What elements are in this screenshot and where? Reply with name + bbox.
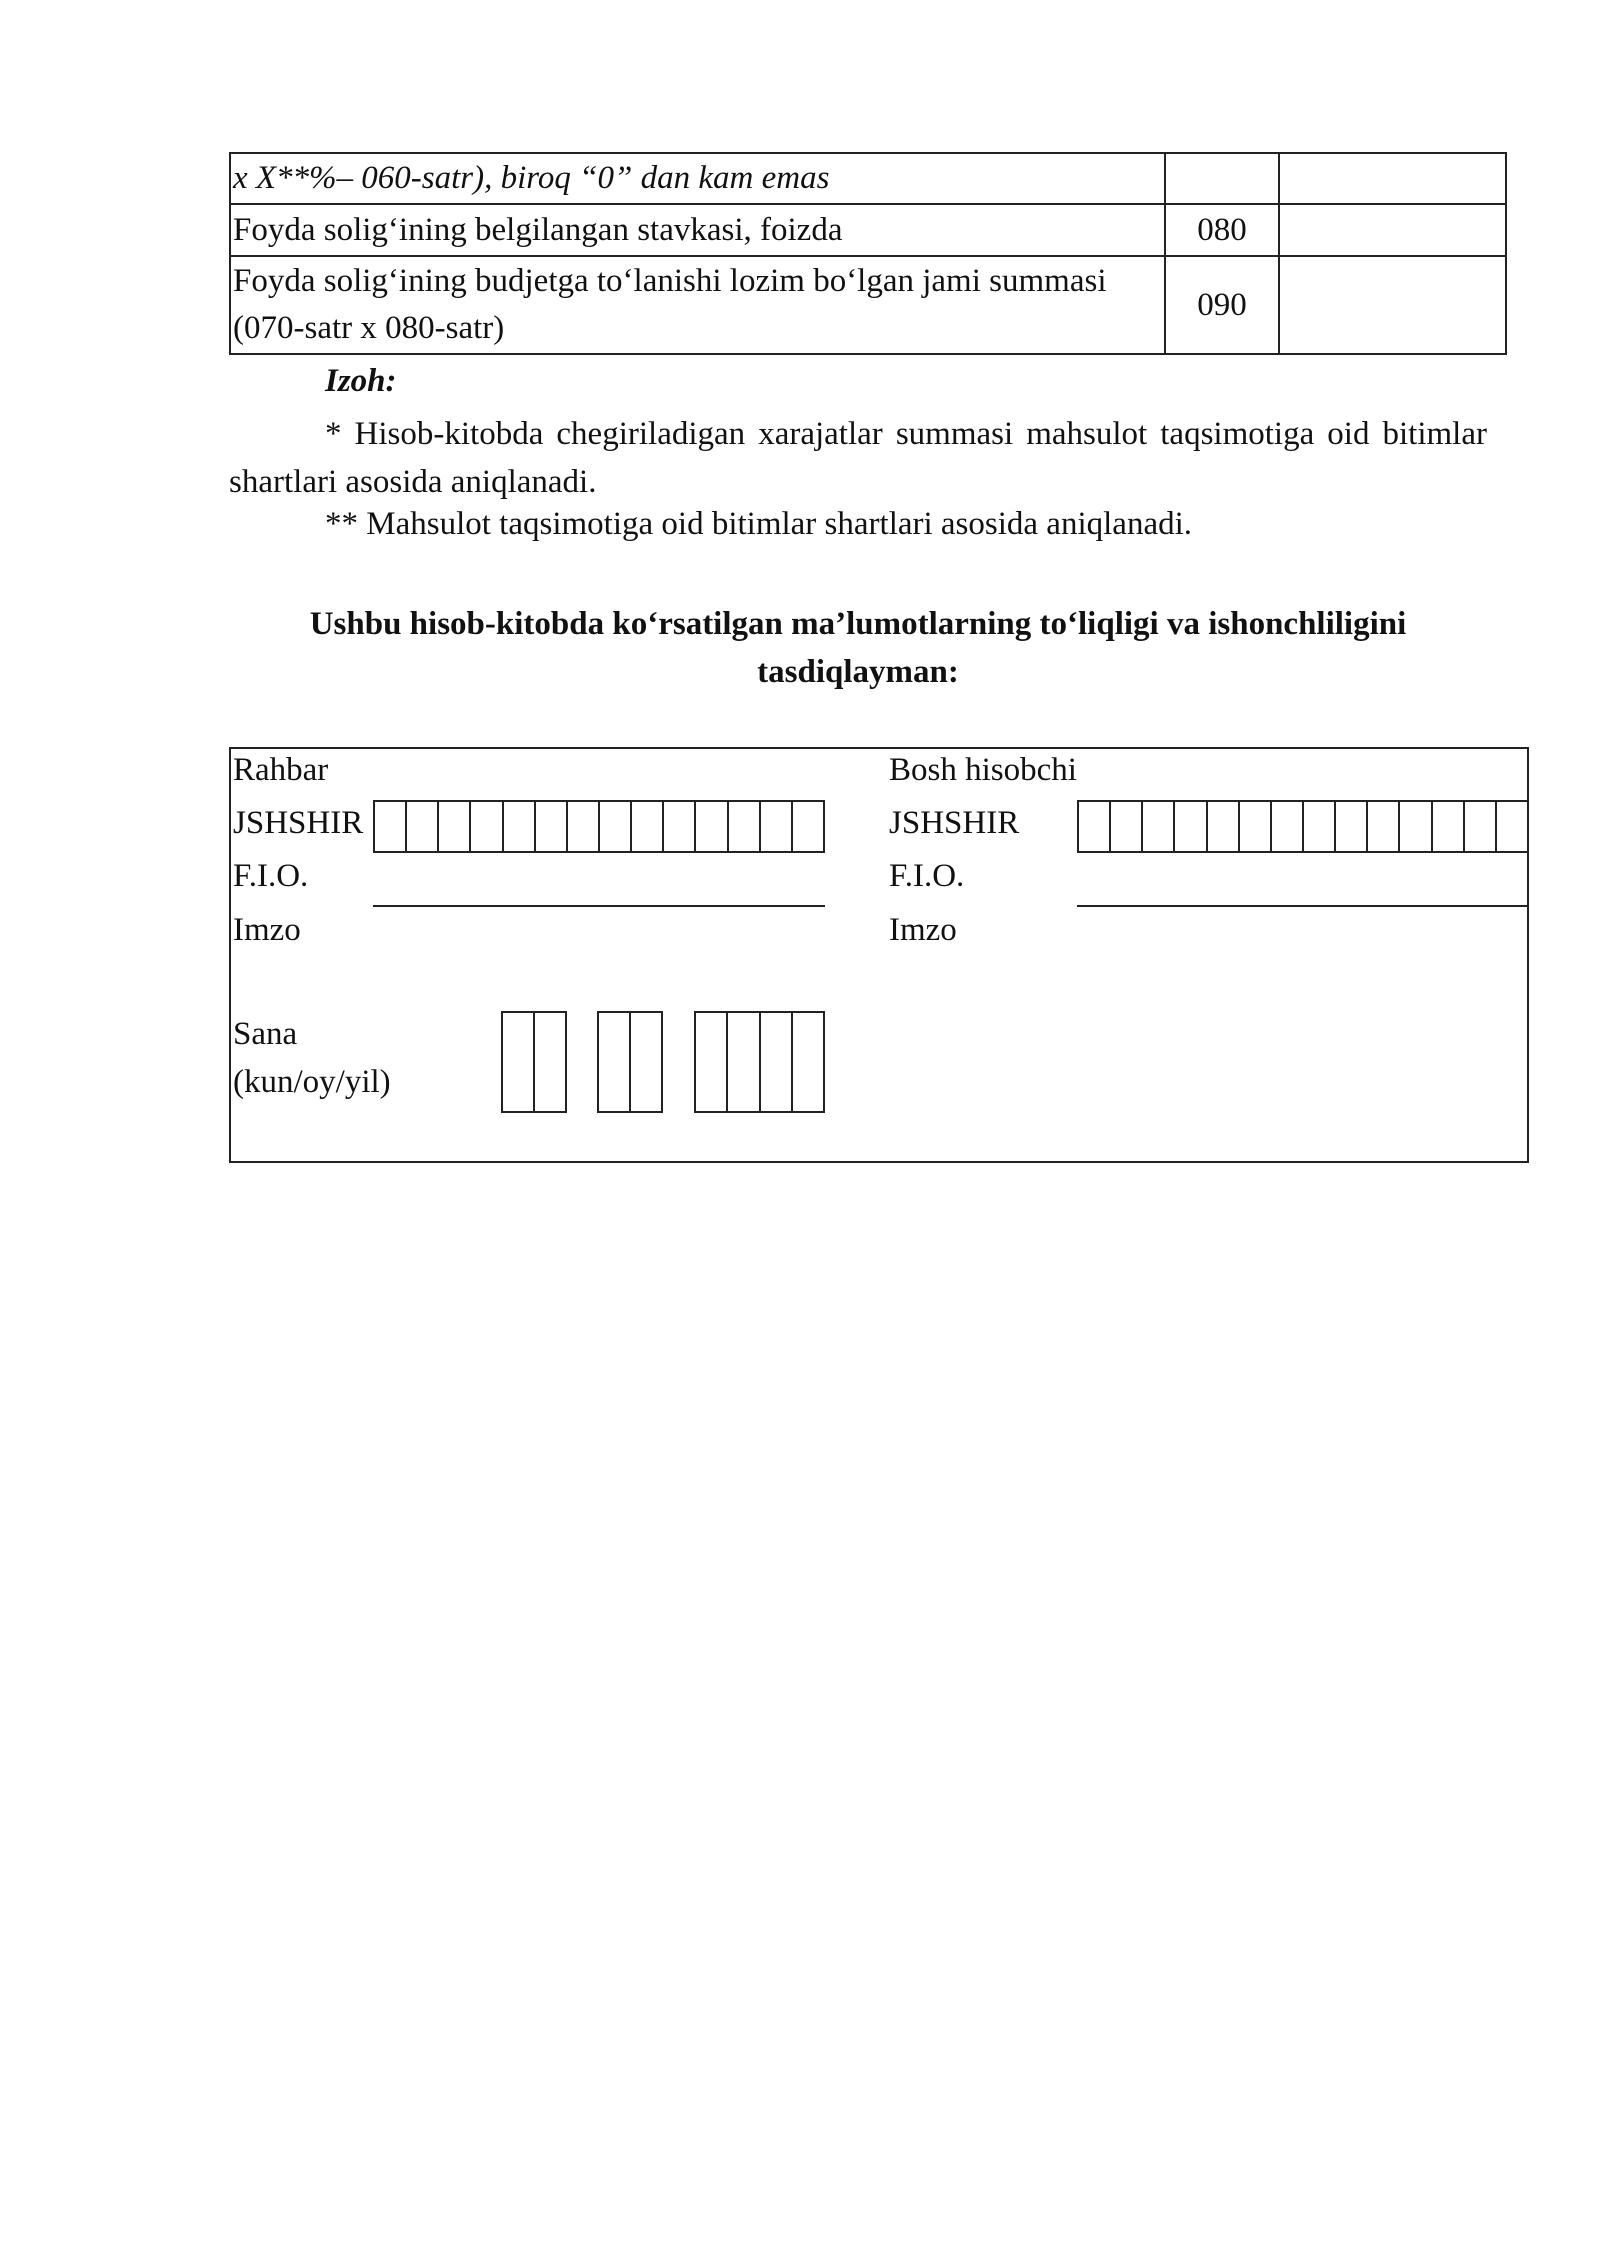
row-description-line1: Foyda solig‘ining budjetga to‘lanishi lozim bo‘lgan jami summasi: [233, 263, 1107, 299]
date-year-field[interactable]: [694, 1011, 825, 1113]
row-value-cell[interactable]: [1279, 153, 1506, 204]
table-row: [230, 204, 1506, 256]
row-value-cell[interactable]: [1279, 256, 1506, 354]
notes-title: Izoh:: [325, 363, 397, 399]
chief-accountant-id-field[interactable]: [1077, 800, 1529, 853]
date-day-field[interactable]: [501, 1011, 567, 1113]
chief-accountant-label: Bosh hisobchi: [889, 752, 1077, 788]
confirmation-line1: Ushbu hisob-kitobda ko‘rsatilgan ma’lumotlarning to‘liqligi va ishonchliligini: [309, 606, 1407, 642]
row-code: 090: [1165, 256, 1280, 354]
manager-name-label: F.I.O.: [233, 858, 309, 894]
manager-id-label: JSHSHIR: [233, 805, 364, 841]
date-month-field[interactable]: [597, 1011, 663, 1113]
table-row: [230, 256, 1506, 354]
note-1: * Hisob-kitobda chegiriladigan xarajatlar summasi mahsulot taqsimotiga oid bitimlar shartlari asosida aniqlanadi.: [229, 416, 1487, 500]
confirmation-heading: [229, 600, 1487, 696]
confirmation-line2: tasdiqlayman:: [757, 654, 959, 690]
row-description-line2: (070-satr x 080-satr): [233, 310, 505, 346]
chief-accountant-name-label: F.I.O.: [889, 858, 965, 894]
date-format-label: (kun/oy/yil): [233, 1064, 391, 1100]
chief-accountant-signature-label: Imzo: [889, 912, 957, 948]
chief-accountant-name-line[interactable]: [1077, 905, 1529, 907]
row-code: [1165, 153, 1280, 204]
row-description: x X**%– 060-satr), biroq “0” dan kam emas: [230, 153, 1165, 204]
manager-label: Rahbar: [233, 752, 329, 788]
row-value-cell[interactable]: [1279, 204, 1506, 256]
manager-name-line[interactable]: [373, 905, 825, 907]
manager-signature-label: Imzo: [233, 912, 301, 948]
note-2: ** Mahsulot taqsimotiga oid bitimlar shartlari asosida aniqlanadi.: [325, 506, 1193, 542]
tax-calculation-table: [229, 152, 1507, 355]
table-row: [230, 153, 1506, 204]
chief-accountant-id-label: JSHSHIR: [889, 805, 1020, 841]
row-description: [230, 256, 1165, 354]
signature-box: [229, 747, 1529, 1163]
date-label: Sana: [233, 1016, 298, 1052]
row-code: 080: [1165, 204, 1280, 256]
manager-id-field[interactable]: [373, 800, 825, 853]
row-description: Foyda solig‘ining belgilangan stavkasi, foizda: [230, 204, 1165, 256]
